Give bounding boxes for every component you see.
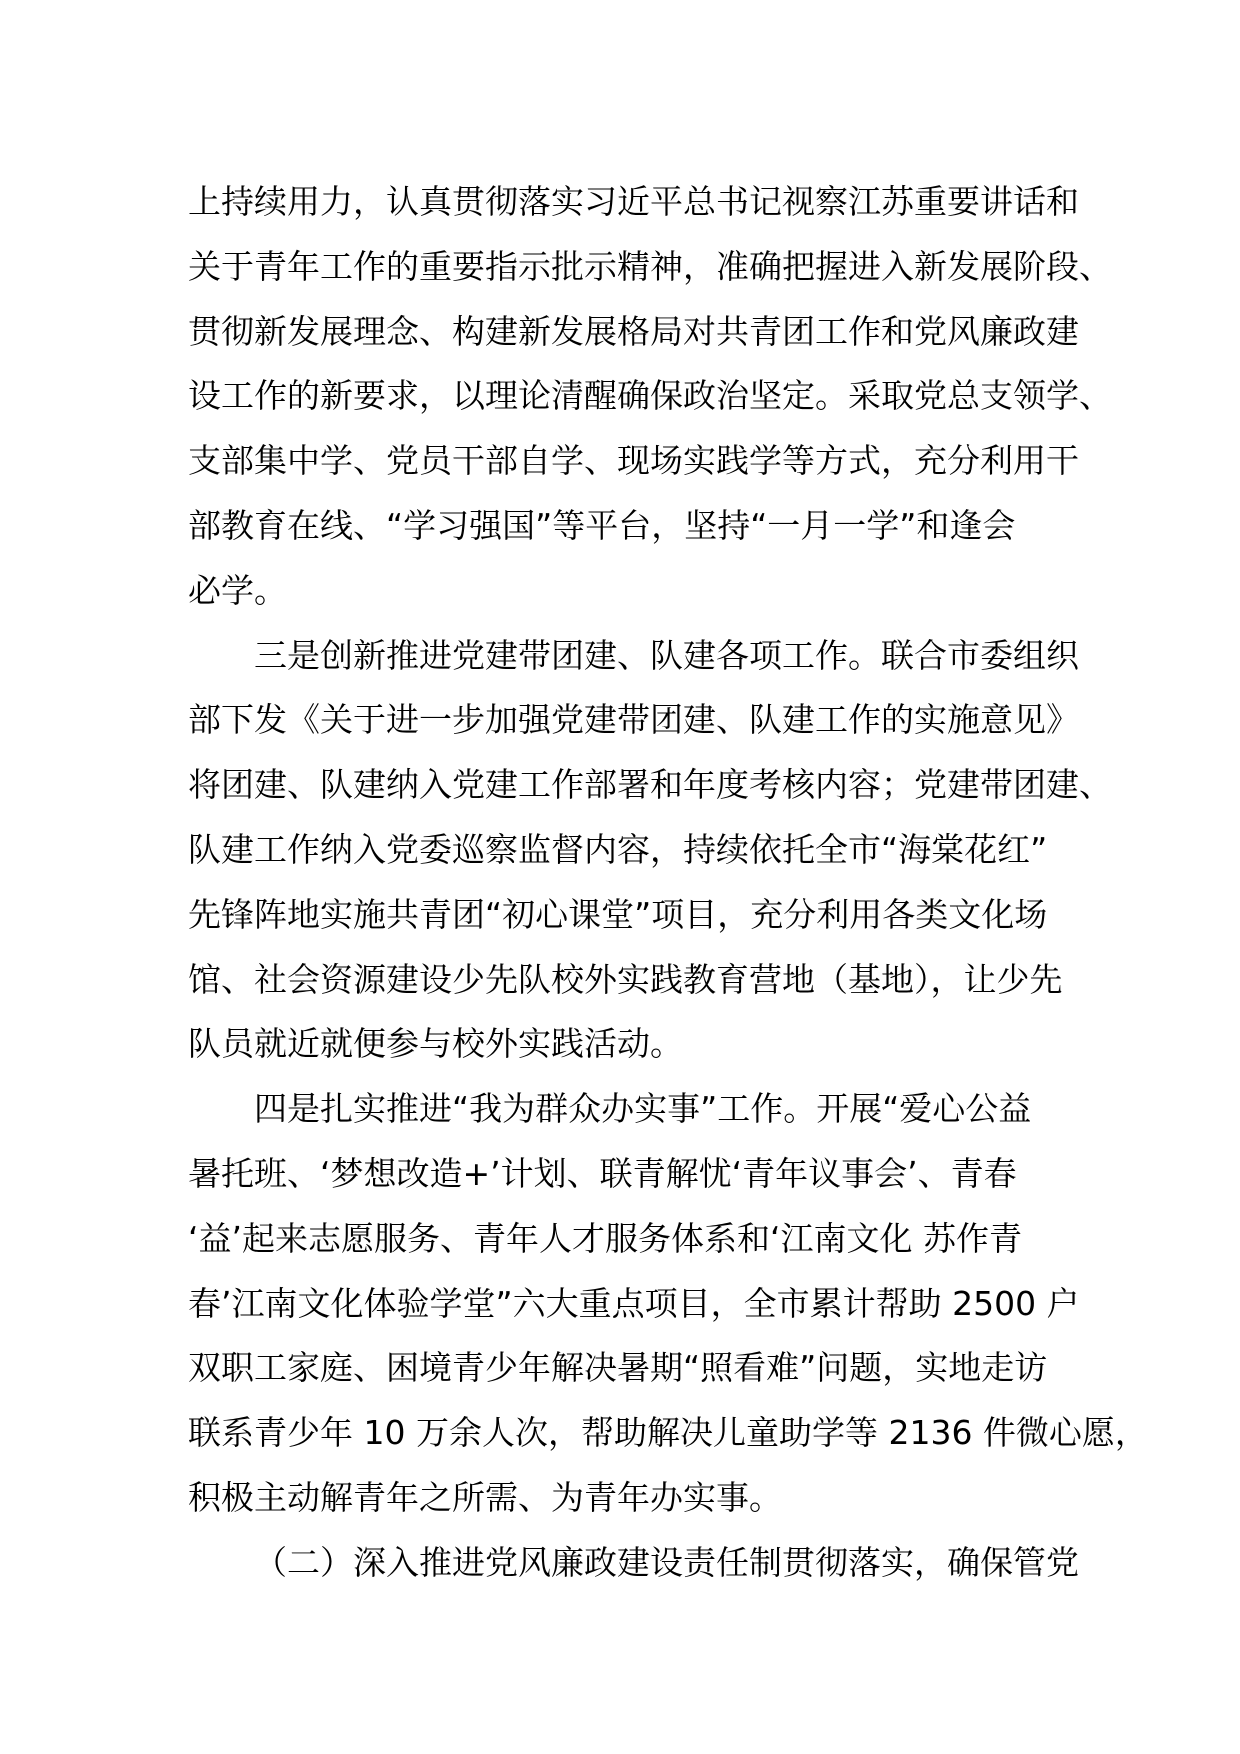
text-line: ‘益’起来志愿服务、青年人才服务体系和‘江南文化 苏作青 [188, 1218, 1022, 1258]
text-line: 设工作的新要求，以理论清醒确保政治坚定。采取党总支领学、 [188, 376, 1112, 416]
section-heading-line: （二）深入推进党风廉政建设责任制贯彻落实，确保管党 [254, 1542, 1079, 1582]
text-line: 先锋阵地实施共青团“初心课堂”项目，充分利用各类文化场 [188, 894, 1048, 934]
text-line: 部教育在线、“学习强国”等平台，坚持“一月一学”和逢会 [188, 505, 1016, 545]
text-line: 队员就近就便参与校外实践活动。 [188, 1024, 683, 1064]
text-line: 将团建、队建纳入党建工作部署和年度考核内容；党建带团建、 [188, 765, 1112, 805]
text-line: 积极主动解青年之所需、为青年办实事。 [188, 1477, 782, 1517]
text-line: 暑托班、‘梦想改造+’计划、联青解忧‘青年议事会’、青春 [188, 1153, 1017, 1193]
text-line: 部下发《关于进一步加强党建带团建、队建工作的实施意见》 [188, 700, 1079, 740]
text-line: 贯彻新发展理念、构建新发展格局对共青团工作和党风廉政建 [188, 311, 1079, 351]
text-line: 必学。 [188, 570, 287, 610]
text-line: 春’江南文化体验学堂”六大重点项目，全市累计帮助 2500 户 [188, 1283, 1080, 1323]
text-line: 馆、社会资源建设少先队校外实践教育营地（基地），让少先 [188, 959, 1063, 999]
body-text [188, 170, 1148, 1596]
text-line: 上持续用力，认真贯彻落实习近平总书记视察江苏重要讲话和 [188, 182, 1079, 221]
text-line: 双职工家庭、困境青少年解决暑期“照看难”问题，实地走访 [188, 1348, 1048, 1388]
text-line: 支部集中学、党员干部自学、现场实践学等方式，充分利用干 [188, 441, 1079, 481]
paragraph-start-line: 三是创新推进党建带团建、队建各项工作。联合市委组织 [254, 635, 1079, 675]
paragraph-start-line: 四是扎实推进“我为群众办实事”工作。开展“爱心公益 [254, 1089, 1032, 1129]
text-line: 联系青少年 10 万余人次，帮助解决儿童助学等 2136 件微心愿， [188, 1413, 1148, 1453]
text-line: 关于青年工作的重要指示批示精神，准确把握进入新发展阶段、 [188, 246, 1112, 286]
text-line: 队建工作纳入党委巡察监督内容，持续依托全市“海棠花红” [188, 829, 1048, 869]
